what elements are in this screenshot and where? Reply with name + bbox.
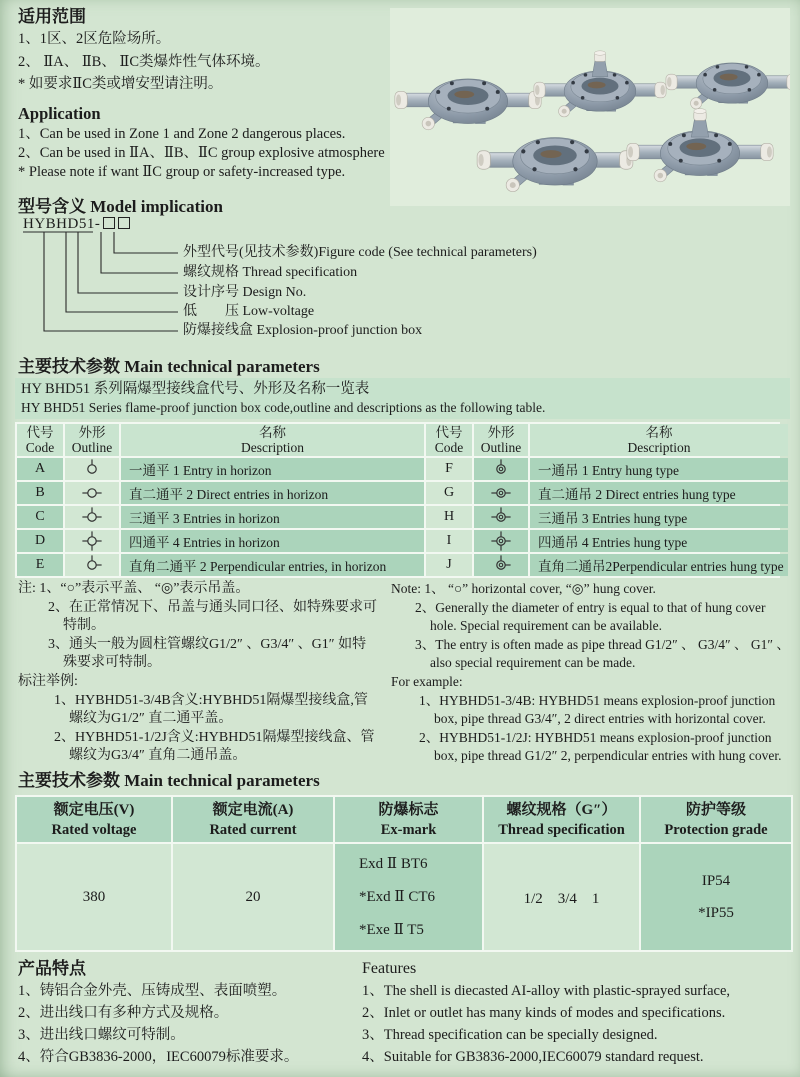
desc-E: 直角二通平 2 Perpendicular entries, in horizon — [121, 554, 424, 576]
product-photo — [390, 8, 790, 206]
ex-mark-line-3: *Exe Ⅱ T5 — [359, 921, 424, 938]
model-label-figure-code: 外型代号(见技术参数)Figure code (See technical parameters) — [183, 245, 537, 260]
code-A: A — [17, 458, 63, 480]
features-en — [362, 958, 792, 1068]
header-protection-grade: 防护等级 Protection grade — [641, 797, 791, 842]
feature-en-1: 1、The shell is diecasted AI-alloy with plastic-sprayed surface, — [362, 983, 731, 999]
scope-item-en-1: 1、Can be used in Zone 1 and Zone 2 dangerous places. — [18, 125, 346, 142]
protection-line-1: IP54 — [701, 873, 731, 889]
value-rated-voltage: 380 — [17, 844, 171, 950]
desc-J: 直角二通吊2Perpendicular entries hung type — [530, 554, 788, 576]
parameters-grid — [15, 795, 793, 952]
desc-G: 直二通吊 2 Direct entries hung type — [530, 482, 788, 504]
note-en-ex1: 1、HYBHD51-3/4B: HYBHD51 means explosion-proof junction box, pipe thread G3/4″, 2 direct entries with horizontal cover. — [419, 692, 776, 727]
outline-icon-C — [65, 506, 119, 528]
feature-en-3: 3、Thread specification can be specially designed. — [362, 1027, 658, 1043]
feature-en-2: 2、Inlet or outlet has many kinds of modes and specifications. — [362, 1005, 726, 1021]
header-outline-right: 外形 Outline — [474, 424, 528, 456]
header-thread-spec: 螺纹规格（G″） Thread specification — [484, 797, 639, 842]
value-ex-mark — [335, 844, 482, 950]
scope-item-zh-3: * 如要求ⅡC类或增安型请注明。 — [18, 76, 223, 92]
outline-table-caption — [15, 378, 790, 419]
scope-section — [18, 6, 390, 182]
outline-icon-H — [474, 506, 528, 528]
scope-item-zh-2: 2、 ⅡA、 ⅡB、 ⅡC类爆炸性气体环境。 — [18, 53, 270, 70]
scope-item-zh-1: 1、1区、2区危险场所。 — [18, 31, 171, 47]
code-D: D — [17, 530, 63, 552]
value-rated-current: 20 — [173, 844, 333, 950]
features-title-zh: 产品特点 — [18, 959, 86, 978]
parameters-table — [15, 795, 793, 952]
feature-en-4: 4、Suitable for GB3836-2000,IEC60079 standard request. — [362, 1049, 704, 1065]
outline-icon-F — [474, 458, 528, 480]
value-protection-grade — [641, 844, 791, 950]
header-desc-right: 名称 Description — [530, 424, 788, 456]
desc-B: 直二通平 2 Direct entries in horizon — [121, 482, 424, 504]
model-title: 型号含义 Model implication — [18, 197, 223, 216]
code-J: J — [426, 554, 472, 576]
model-code-box-2 — [118, 217, 130, 229]
note-zh-item3: 3、通头一般为圆柱管螺纹G1/2″ 、G3/4″ 、G1″ 如特殊要求可特制。 — [48, 636, 367, 671]
model-label-thread-spec: 螺纹规格 Thread specification — [183, 265, 358, 280]
scope-item-en-3: * Please note if want ⅡC group or safety-increased type. — [18, 163, 346, 180]
desc-H: 三通吊 3 Entries hung type — [530, 506, 788, 528]
desc-C: 三通平 3 Entries in horizon — [121, 506, 424, 528]
note-zh-ex1: 1、HYBHD51-3/4B含义:HYBHD51隔爆型接线盒,管螺纹为G1/2″ 直二通平盖。 — [54, 692, 368, 727]
model-code-box-1 — [103, 217, 115, 229]
table1-section-title: 主要技术参数 Main technical parameters — [18, 357, 320, 376]
notes-en — [391, 580, 791, 766]
caption-en: HY BHD51 Series flame-proof junction box code,outline and descriptions as the following table. — [21, 400, 546, 415]
caption-zh: HY BHD51 系列隔爆型接线盒代号、外形及名称一览表 — [21, 381, 370, 397]
outline-icon-E — [65, 554, 119, 576]
note-zh-example-head: 标注举例: — [18, 673, 78, 689]
note-en-item3: 3、The entry is often made as pipe thread G1/2″ 、 G3/4″ 、 G1″ 、 also special requirement can be made. — [415, 636, 790, 671]
outline-icon-D — [65, 530, 119, 552]
table2-section-title: 主要技术参数 Main technical parameters — [18, 771, 320, 790]
outline-icon-G — [474, 482, 528, 504]
note-en-example-head: For example: — [391, 673, 463, 689]
model-code — [23, 216, 130, 233]
outline-icon-I — [474, 530, 528, 552]
desc-D: 四通平 4 Entries in horizon — [121, 530, 424, 552]
note-zh-head: 注: 1、“○”表示平盖、 “◎”表示吊盖。 — [18, 581, 250, 596]
note-zh-ex2: 2、HYBHD51-1/2J含义:HYBHD51隔爆型接线盒、管螺纹为G3/4″ 直角二通吊盖。 — [54, 729, 375, 764]
code-H: H — [426, 506, 472, 528]
code-F: F — [426, 458, 472, 480]
outline-icon-J — [474, 554, 528, 576]
code-I: I — [426, 530, 472, 552]
model-section — [0, 196, 800, 356]
model-label-design-no: 设计序号 Design No. — [183, 285, 307, 300]
ex-mark-line-2: *Exd Ⅱ CT6 — [359, 888, 436, 905]
outline-icon-A — [65, 458, 119, 480]
note-zh-item2: 2、在正常情况下、吊盖与通头同口径、如特殊要求可特制。 — [48, 599, 377, 634]
model-code-text: HYBHD51- — [23, 216, 101, 232]
ex-mark-line-1: Exd Ⅱ BT6 — [359, 855, 428, 872]
outline-table-grid — [15, 422, 784, 578]
code-C: C — [17, 506, 63, 528]
feature-zh-3: 3、进出线口螺纹可特制。 — [18, 1027, 185, 1043]
feature-zh-2: 2、进出线口有多种方式及规格。 — [18, 1005, 229, 1021]
code-G: G — [426, 482, 472, 504]
note-en-ex2: 2、HYBHD51-1/2J: HYBHD51 means explosion-proof junction box, pipe thread G1/2″ 2, perpendicular entries with hung cover. — [419, 729, 782, 764]
header-desc-left: 名称 Description — [121, 424, 424, 456]
desc-F: 一通吊 1 Entry hung type — [530, 458, 788, 480]
code-E: E — [17, 554, 63, 576]
scope-title-en: Application — [18, 103, 101, 123]
outline-icon-B — [65, 482, 119, 504]
features-title-en: Features — [362, 960, 417, 977]
code-B: B — [17, 482, 63, 504]
notes-zh — [18, 580, 380, 766]
value-thread-spec: 1/2 3/4 1 — [484, 844, 639, 950]
desc-A: 一通平 1 Entry in horizon — [121, 458, 424, 480]
feature-zh-4: 4、符合GB3836-2000，IEC60079标准要求。 — [18, 1049, 299, 1065]
model-label-low-voltage: 低 压 Low-voltage — [183, 304, 315, 319]
header-outline-left: 外形 Outline — [65, 424, 119, 456]
header-rated-current: 额定电流(A) Rated current — [173, 797, 333, 842]
scope-title-zh: 适用范围 — [18, 7, 86, 26]
model-label-junction-box: 防爆接线盒 Explosion-proof junction box — [183, 323, 423, 338]
features-zh — [18, 958, 363, 1068]
note-en-head: Note: 1、 “○” horizontal cover, “◎” hung cover. — [391, 581, 656, 596]
header-code-left: 代号 Code — [17, 424, 63, 456]
header-rated-voltage: 额定电压(V) Rated voltage — [17, 797, 171, 842]
desc-I: 四通吊 4 Entries hung type — [530, 530, 788, 552]
junction-box-illustration — [390, 8, 790, 206]
header-ex-mark: 防爆标志 Ex-mark — [335, 797, 482, 842]
header-code-right: 代号 Code — [426, 424, 472, 456]
protection-line-2: *IP55 — [698, 905, 734, 921]
feature-zh-1: 1、铸铝合金外壳、压铸成型、表面喷塑。 — [18, 983, 287, 999]
outline-table — [15, 378, 790, 578]
note-en-item2: 2、Generally the diameter of entry is equal to that of hung cover hole. Special requirement can be available. — [415, 599, 766, 634]
scope-item-en-2: 2、Can be used in ⅡA、ⅡB、ⅡC group explosive atmosphere — [18, 144, 385, 161]
